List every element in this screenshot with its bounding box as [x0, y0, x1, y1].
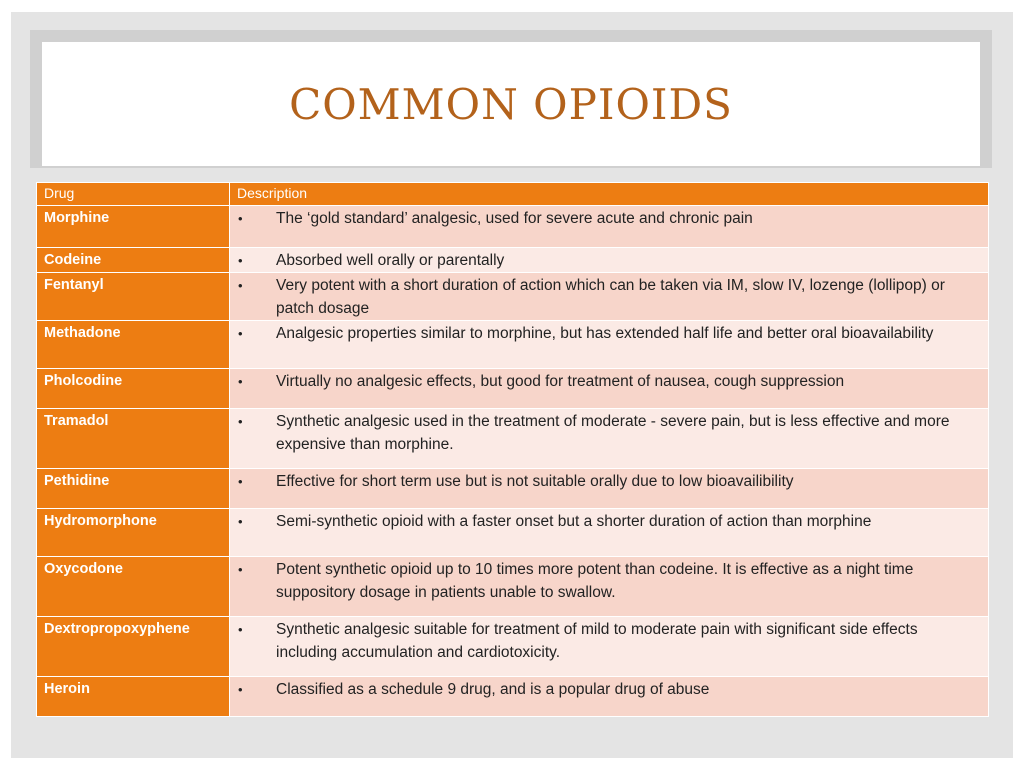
table-row: [37, 248, 989, 273]
drug-description-cell: [230, 409, 989, 469]
drug-description: The ‘gold standard’ analgesic, used for severe acute and chronic pain: [276, 210, 753, 227]
header-description: Description: [230, 183, 989, 206]
bullet-icon: •: [238, 474, 243, 489]
drug-name: Tramadol: [37, 409, 230, 469]
bullet-icon: •: [238, 253, 243, 268]
drug-description: Absorbed well orally or parentally: [276, 252, 505, 269]
table-row: [37, 206, 989, 248]
slide-title: COMMON OPIOIDS: [289, 79, 733, 129]
drug-description-cell: [230, 617, 989, 677]
bullet-icon: •: [238, 622, 243, 637]
drug-description-cell: [230, 206, 989, 248]
table-row: [37, 369, 989, 409]
drug-description-cell: [230, 509, 989, 557]
drug-name: Heroin: [37, 677, 230, 717]
drug-name: Pholcodine: [37, 369, 230, 409]
drug-name: Morphine: [37, 206, 230, 248]
drug-name: Methadone: [37, 321, 230, 369]
drug-description: Virtually no analgesic effects, but good for treatment of nausea, cough suppression: [276, 373, 845, 390]
drug-description-cell: [230, 369, 989, 409]
title-box: [42, 42, 980, 166]
header-drug: Drug: [37, 183, 230, 206]
drug-description-cell: [230, 273, 989, 321]
drug-description: Semi-synthetic opioid with a faster onset but a shorter duration of action than morphine: [276, 513, 872, 530]
table-row: [37, 677, 989, 717]
drug-description-cell: [230, 469, 989, 509]
drug-description: Classified as a schedule 9 drug, and is a popular drug of abuse: [276, 681, 710, 698]
bullet-icon: •: [238, 562, 243, 577]
table-row: [37, 557, 989, 617]
drug-description-cell: [230, 321, 989, 369]
opioids-table: [36, 182, 989, 717]
drug-description-cell: [230, 677, 989, 717]
drug-description-cell: [230, 557, 989, 617]
drug-name: Codeine: [37, 248, 230, 273]
table-row: [37, 273, 989, 321]
bullet-icon: •: [238, 414, 243, 429]
bullet-icon: •: [238, 514, 243, 529]
bullet-icon: •: [238, 374, 243, 389]
drug-name: Hydromorphone: [37, 509, 230, 557]
drug-description: Synthetic analgesic used in the treatment of moderate - severe pain, but is less effective and more expensive than morphine.: [276, 413, 950, 453]
table-row: [37, 409, 989, 469]
table-row: [37, 509, 989, 557]
drug-description: Analgesic properties similar to morphine, but has extended half life and better oral bioavailability: [276, 325, 934, 342]
bullet-icon: •: [238, 682, 243, 697]
bullet-icon: •: [238, 211, 243, 226]
table-row: [37, 469, 989, 509]
table-header-row: [37, 183, 989, 206]
drug-name: Pethidine: [37, 469, 230, 509]
bullet-icon: •: [238, 326, 243, 341]
drug-name: Dextropropoxyphene: [37, 617, 230, 677]
drug-name: Oxycodone: [37, 557, 230, 617]
drug-description: Very potent with a short duration of action which can be taken via IM, slow IV, lozenge (lollipop) or patch dosage: [276, 277, 945, 317]
drug-description: Potent synthetic opioid up to 10 times more potent than codeine. It is effective as a night time suppository dosage in patients unable to swallow.: [276, 561, 914, 601]
drug-name: Fentanyl: [37, 273, 230, 321]
drug-description: Effective for short term use but is not suitable orally due to low bioavailibility: [276, 473, 794, 490]
table-row: [37, 617, 989, 677]
drug-description-cell: [230, 248, 989, 273]
table-row: [37, 321, 989, 369]
bullet-icon: •: [238, 278, 243, 293]
drug-description: Synthetic analgesic suitable for treatment of mild to moderate pain with significant side effects including accumulation and cardiotoxicity.: [276, 621, 918, 661]
